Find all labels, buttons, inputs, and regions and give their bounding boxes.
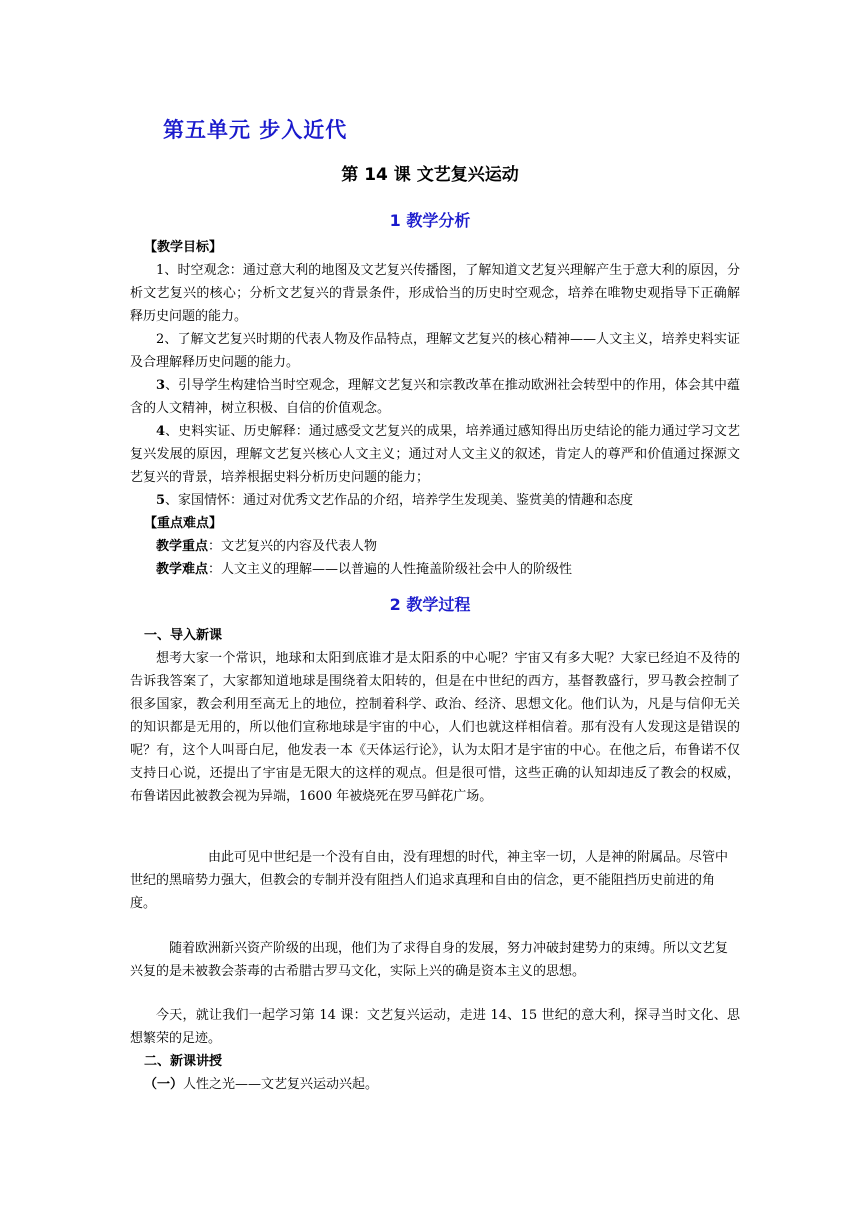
teaching-difficulty [130, 558, 740, 581]
new-lesson-heading: 二、新课讲授 [144, 1054, 223, 1069]
objective-4-number: 4 [156, 424, 166, 439]
section-title-process: 2 教学过程 [389, 595, 471, 614]
intro-block [130, 624, 740, 808]
bourgeoisie-paragraph: 随着欧洲新兴资产阶级的出现，他们为了求得自身的发展，努力冲破封建势力的束缚。所以文艺复兴复的是未被教会荼毒的古希腊古罗马文化，实际上兴的确是资本主义的思想。 [130, 941, 729, 979]
middle-ages-paragraph: 由此可见中世纪是一个没有自由，没有理想的时代，神主宰一切，人是神的附属品。尽管中世纪的黑暗势力强大，但教会的专制并没有阻挡人们追求真理和自由的信念，更不能阻挡历史前进的角度。 [130, 850, 729, 911]
subsection-1 [130, 1073, 740, 1096]
key-point-text: ：文艺复兴的内容及代表人物 [208, 539, 378, 554]
intro-heading: 一、导入新课 [144, 628, 223, 643]
section-title-analysis: 1 教学分析 [389, 211, 471, 230]
new-lesson-block [130, 1004, 740, 1096]
subsection-1-label: （一） [144, 1077, 184, 1092]
objective-5-number: 5 [156, 493, 166, 508]
objective-5 [130, 489, 740, 512]
objective-3-text: 、引导学生构建恰当时空观念，理解文艺复兴和宗教改革在推动欧洲社会转型中的作用，体会其中蕴含的人文精神，树立积极、自信的价值观念。 [130, 378, 740, 416]
difficulty-text: ：人文主义的理解——以普遍的人性掩盖阶级社会中人的阶级性 [208, 562, 573, 577]
lesson-title: 第 14 课 文艺复兴运动 [341, 165, 519, 185]
objective-3 [130, 374, 740, 420]
objective-3-number: 3 [156, 378, 166, 393]
subsection-1-text: 人性之光——文艺复兴运动兴起。 [183, 1077, 379, 1092]
unit-title: 第五单元 步入近代 [163, 118, 348, 142]
teaching-key-point [130, 535, 740, 558]
intro-paragraph: 想考大家一个常识，地球和太阳到底谁才是太阳系的中心呢？宇宙又有多大呢？大家已经迫不及待的告诉我答案了，大家都知道地球是围绕着太阳转的，但是在中世纪的西方，基督教盛行，罗马教会控制了很多国家，教会利用至高无上的地位，控制着科学、政治、经济、思想文化。他们认为，凡是与信仰无关的知识都是无用的，所以他们宣称地球是宇宙的中心，人们也就这样相信着。那有没有人发现这是错误的呢？有，这个人叫哥白尼，他发表一本《天体运行论》，认为太阳才是宇宙的中心。在他之后，布鲁诺不仅支持日心说，还提出了宇宙是无限大的这样的观点。但是很可惜，这些正确的认知却违反了教会的权威，布鲁诺因此被教会视为异端，1600 年被烧死在罗马鲜花广场。 [130, 651, 740, 804]
key-points-heading: 【重点难点】 [144, 516, 223, 531]
objective-4 [130, 420, 740, 489]
today-paragraph: 今天，就让我们一起学习第 14 课：文艺复兴运动，走进 14、15 世纪的意大利，探寻当时文化、思想繁荣的足迹。 [130, 1008, 740, 1046]
objective-1: 1、时空观念：通过意大利的地图及文艺复兴传播图，了解知道文艺复兴理解产生于意大利的原因，分析文艺复兴的核心；分析文艺复兴的背景条件，形成恰当的历史时空观念，培养在唯物史观指导下正确解释历史问题的能力。 [130, 263, 740, 324]
difficulty-label: 教学难点 [156, 562, 209, 577]
teaching-analysis-block [130, 236, 740, 581]
key-point-label: 教学重点 [156, 539, 209, 554]
objective-5-text: 、家国情怀：通过对优秀文艺作品的介绍，培养学生发现美、鉴赏美的情趣和态度 [165, 493, 634, 508]
objectives-heading: 【教学目标】 [144, 240, 223, 255]
objective-4-text: 、史料实证、历史解释：通过感受文艺复兴的成果，培养通过感知得出历史结论的能力通过学习文艺复兴发展的原因，理解文艺复兴核心人文主义；通过对人文主义的叙述，肯定人的尊严和价值通过探源文艺复兴的背景，培养根据史料分析历史问题的能力； [130, 424, 740, 485]
objective-2: 2、了解文艺复兴时期的代表人物及作品特点，理解文艺复兴的核心精神——人文主义，培养史料实证及合理解释历史问题的能力。 [130, 332, 740, 370]
